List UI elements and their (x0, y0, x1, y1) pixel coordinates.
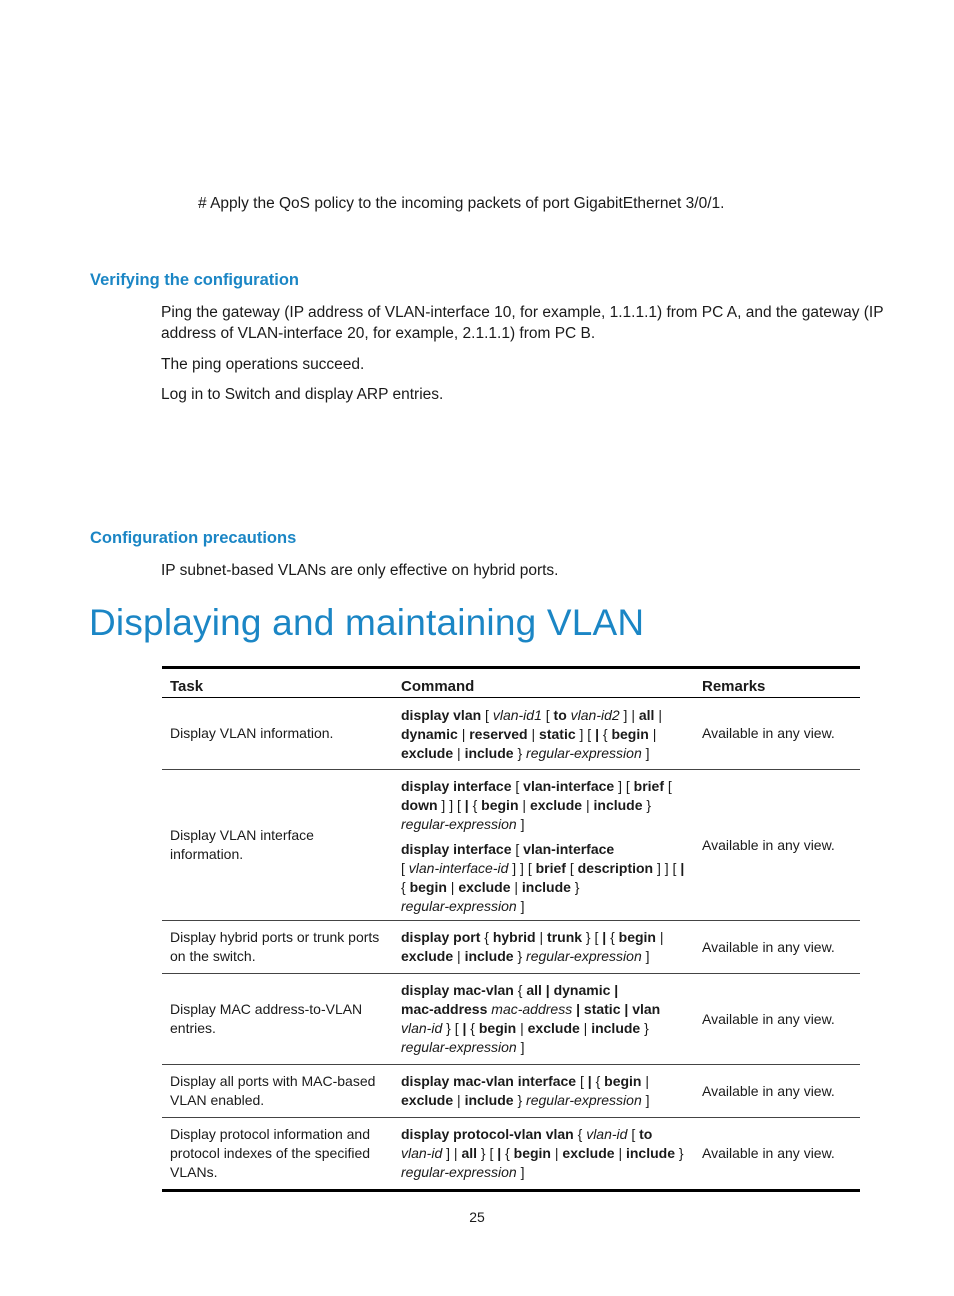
remarks-cell: Available in any view. (694, 698, 860, 770)
command-cell: display mac-vlan { all | dynamic | mac-address mac-address | static | vlan vlan-id } [ | { begin | exclude | include } regular-expression ] (393, 974, 694, 1065)
remarks-cell: Available in any view. (694, 974, 860, 1065)
task-cell: Display VLAN interface information. (162, 770, 393, 921)
verify-paragraph-ping (161, 302, 884, 344)
table-row (162, 1118, 860, 1191)
column-header-remarks: Remarks (694, 668, 860, 698)
table-header-row (162, 668, 860, 698)
task-cell: Display all ports with MAC-based VLAN enabled. (162, 1065, 393, 1118)
precautions-paragraph: IP subnet-based VLANs are only effective on hybrid ports. (161, 562, 559, 579)
heading-configuration-precautions: Configuration precautions (90, 529, 297, 547)
verify-paragraph-line: Ping the gateway (IP address of VLAN-interface 10, for example, 1.1.1.1) from PC A, and the gateway (IP (161, 304, 884, 321)
remarks-cell: Available in any view. (694, 770, 860, 921)
vlan-command-table (162, 666, 860, 1192)
table-row (162, 1065, 860, 1118)
table-row (162, 698, 860, 770)
heading-verifying-configuration: Verifying the configuration (90, 271, 300, 289)
task-cell: Display VLAN information. (162, 698, 393, 770)
column-header-task: Task (162, 668, 393, 698)
table-row (162, 921, 860, 974)
task-cell: Display hybrid ports or trunk ports on the switch. (162, 921, 393, 974)
command-cell: display interface [ vlan-interface ] [ brief [ down ] ] [ | { begin | exclude | include } regular-expression ] display interface [ vlan-interface [ vlan-interface-id ] ] [ brief [ description ] ] [ | { begin | exclude | include } regular-expression ] (393, 770, 694, 921)
page-number: 25 (469, 1209, 485, 1225)
remarks-cell: Available in any view. (694, 921, 860, 974)
command-cell: display mac-vlan interface [ | { begin | exclude | include } regular-expression ] (393, 1065, 694, 1118)
verify-paragraph-arp: Log in to Switch and display ARP entries. (161, 386, 444, 403)
page-title: Displaying and maintaining VLAN (89, 602, 645, 643)
verify-paragraph-line: address of VLAN-interface 20, for example, 2.1.1.1) from PC B. (161, 325, 596, 342)
verify-paragraph-succeed: The ping operations succeed. (161, 356, 365, 373)
column-header-command: Command (393, 668, 694, 698)
task-cell: Display protocol information and protocol indexes of the specified VLANs. (170, 1126, 371, 1180)
remarks-cell: Available in any view. (702, 1145, 835, 1161)
remarks-cell: Available in any view. (694, 1065, 860, 1118)
command-cell: display port { hybrid | trunk } [ | { begin | exclude | include } regular-expression ] (393, 921, 694, 974)
task-cell: Display MAC address-to-VLAN entries. (162, 974, 393, 1065)
table-row (162, 974, 860, 1065)
command-cell: display protocol-vlan vlan { vlan-id [ to vlan-id ] | all } [ | { begin | exclude | include } regular-expression ] (401, 1126, 684, 1180)
table-row (162, 770, 860, 921)
qos-policy-note: # Apply the QoS policy to the incoming packets of port GigabitEthernet 3/0/1. (198, 195, 725, 212)
command-cell: display vlan [ vlan-id1 [ to vlan-id2 ] | all | dynamic | reserved | static ] [ | { begin | exclude | include } regular-expression ] (393, 698, 694, 770)
